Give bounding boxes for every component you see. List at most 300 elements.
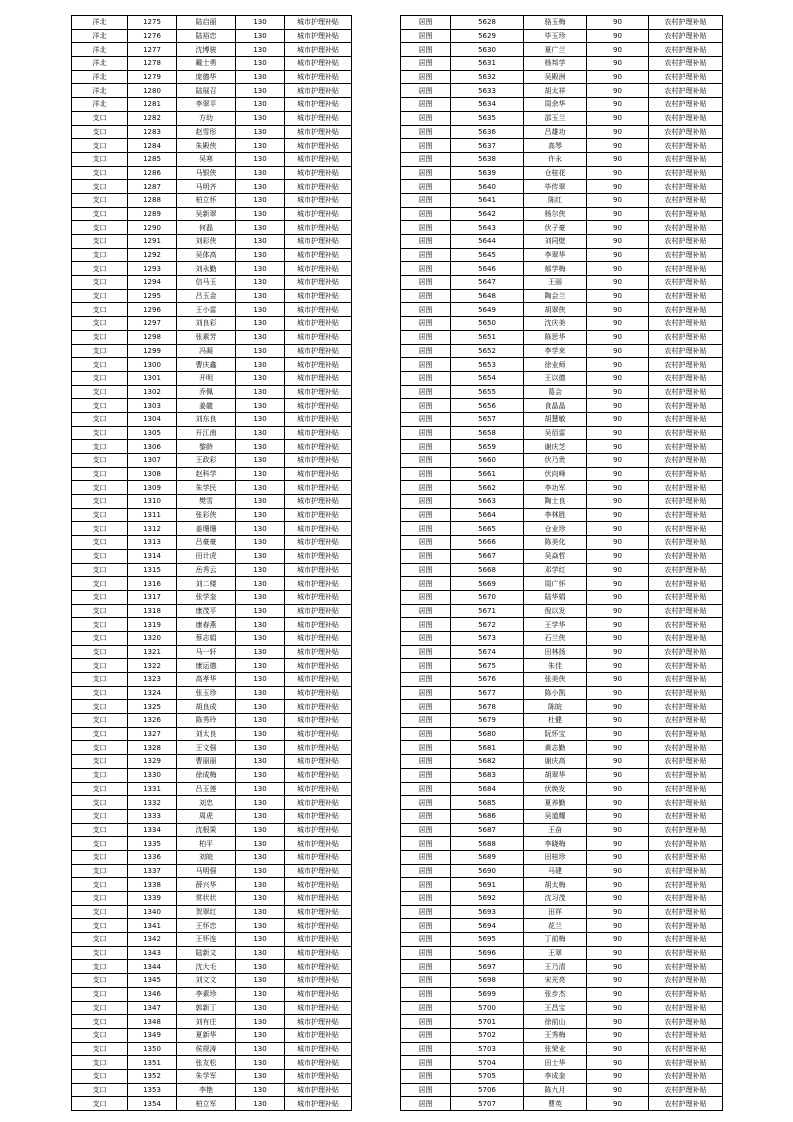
subsidy-type-cell: 农村护理补贴 [649, 371, 723, 385]
serial-number-cell: 5681 [451, 741, 524, 755]
serial-number-cell: 1331 [128, 782, 177, 796]
name-cell: 胡翠华 [524, 768, 587, 782]
serial-number-cell: 1297 [128, 317, 177, 331]
subsidy-type-cell: 农村护理补贴 [649, 70, 723, 84]
subsidy-type-cell: 农村护理补贴 [649, 878, 723, 892]
table-row [401, 98, 723, 112]
serial-number-cell: 5703 [451, 1042, 524, 1056]
name-cell: 伏向峰 [524, 467, 587, 481]
town-cell: 支口 [72, 330, 128, 344]
amount-cell: 90 [587, 960, 649, 974]
amount-cell: 90 [587, 508, 649, 522]
amount-cell: 90 [587, 1069, 649, 1083]
town-cell: 居图 [401, 276, 451, 290]
subsidy-type-cell: 城市护理补贴 [285, 536, 352, 550]
amount-cell: 130 [236, 399, 285, 413]
table-row [72, 221, 352, 235]
subsidy-type-cell: 农村护理补贴 [649, 549, 723, 563]
name-cell: 柏立怀 [177, 193, 236, 207]
table-row [401, 330, 723, 344]
subsidy-type-cell: 农村护理补贴 [649, 207, 723, 221]
town-cell: 居图 [401, 850, 451, 864]
name-cell: 田士华 [524, 1056, 587, 1070]
town-cell: 支口 [72, 371, 128, 385]
town-cell: 居图 [401, 262, 451, 276]
name-cell: 康运德 [177, 659, 236, 673]
name-cell: 张玉珍 [177, 686, 236, 700]
subsidy-type-cell: 城市护理补贴 [285, 960, 352, 974]
amount-cell: 130 [236, 536, 285, 550]
town-cell: 居图 [401, 673, 451, 687]
serial-number-cell: 5648 [451, 289, 524, 303]
subsidy-type-cell: 城市护理补贴 [285, 358, 352, 372]
serial-number-cell: 1311 [128, 508, 177, 522]
town-cell: 居图 [401, 700, 451, 714]
town-cell: 支口 [72, 440, 128, 454]
town-cell: 居图 [401, 221, 451, 235]
name-cell: 何磊 [177, 221, 236, 235]
amount-cell: 130 [236, 139, 285, 153]
town-cell: 居图 [401, 289, 451, 303]
table-row [401, 727, 723, 741]
town-cell: 支口 [72, 700, 128, 714]
subsidy-type-cell: 城市护理补贴 [285, 344, 352, 358]
amount-cell: 130 [236, 1056, 285, 1070]
table-row [72, 960, 352, 974]
amount-cell: 130 [236, 768, 285, 782]
serial-number-cell: 5667 [451, 549, 524, 563]
amount-cell: 130 [236, 878, 285, 892]
serial-number-cell: 1293 [128, 262, 177, 276]
name-cell: 柏立军 [177, 1097, 236, 1111]
table-row [401, 563, 723, 577]
name-cell: 王小雷 [177, 303, 236, 317]
name-cell: 吴殿洲 [524, 70, 587, 84]
serial-number-cell: 5685 [451, 796, 524, 810]
serial-number-cell: 1344 [128, 960, 177, 974]
subsidy-type-cell: 农村护理补贴 [649, 837, 723, 851]
table-row [401, 659, 723, 673]
name-cell: 张彩侠 [177, 508, 236, 522]
town-cell: 居图 [401, 1056, 451, 1070]
table-row [72, 248, 352, 262]
town-cell: 居图 [401, 16, 451, 30]
name-cell: 杜健 [524, 714, 587, 728]
table-row [401, 974, 723, 988]
name-cell: 杨尔侠 [524, 207, 587, 221]
town-cell: 居图 [401, 1042, 451, 1056]
table-row [401, 399, 723, 413]
amount-cell: 90 [587, 987, 649, 1001]
subsidy-type-cell: 城市护理补贴 [285, 796, 352, 810]
subsidy-type-cell: 农村护理补贴 [649, 1028, 723, 1042]
table-row [72, 330, 352, 344]
town-cell: 支口 [72, 960, 128, 974]
subsidy-type-cell: 城市护理补贴 [285, 563, 352, 577]
name-cell: 薛兴华 [177, 878, 236, 892]
name-cell: 食晶晶 [524, 399, 587, 413]
town-cell: 支口 [72, 673, 128, 687]
name-cell: 黄志勤 [524, 741, 587, 755]
table-row [72, 659, 352, 673]
table-row [72, 399, 352, 413]
serial-number-cell: 1346 [128, 987, 177, 1001]
table-row [72, 645, 352, 659]
name-cell: 陆新文 [177, 946, 236, 960]
town-cell: 居图 [401, 645, 451, 659]
subsidy-type-cell: 农村护理补贴 [649, 618, 723, 632]
subsidy-type-cell: 城市护理补贴 [285, 987, 352, 1001]
serial-number-cell: 1317 [128, 590, 177, 604]
serial-number-cell: 5700 [451, 1001, 524, 1015]
name-cell: 田桂珍 [524, 850, 587, 864]
table-row [401, 29, 723, 43]
serial-number-cell: 5636 [451, 125, 524, 139]
amount-cell: 90 [587, 946, 649, 960]
table-row [401, 426, 723, 440]
table-row [72, 686, 352, 700]
table-row [72, 522, 352, 536]
subsidy-type-cell: 农村护理补贴 [649, 577, 723, 591]
table-row [72, 946, 352, 960]
name-cell: 陆启丽 [177, 16, 236, 30]
amount-cell: 90 [587, 207, 649, 221]
subsidy-type-cell: 城市护理补贴 [285, 864, 352, 878]
name-cell: 邓学红 [524, 563, 587, 577]
town-cell: 居图 [401, 399, 451, 413]
table-row [401, 536, 723, 550]
subsidy-type-cell: 农村护理补贴 [649, 344, 723, 358]
table-row [401, 755, 723, 769]
name-cell: 刘皖 [177, 850, 236, 864]
serial-number-cell: 1318 [128, 604, 177, 618]
name-cell: 伏乃贵 [524, 454, 587, 468]
name-cell: 马明齐 [177, 180, 236, 194]
table-row [401, 618, 723, 632]
name-cell: 陈秀玲 [177, 714, 236, 728]
name-cell: 吕玉金 [177, 289, 236, 303]
serial-number-cell: 5631 [451, 57, 524, 71]
table-row [401, 714, 723, 728]
serial-number-cell: 1298 [128, 330, 177, 344]
name-cell: 徐业师 [524, 358, 587, 372]
name-cell: 刘同壁 [524, 235, 587, 249]
name-cell: 李学来 [524, 344, 587, 358]
amount-cell: 130 [236, 289, 285, 303]
table-row [401, 139, 723, 153]
town-cell: 支口 [72, 563, 128, 577]
amount-cell: 90 [587, 152, 649, 166]
subsidy-type-cell: 农村护理补贴 [649, 43, 723, 57]
amount-cell: 90 [587, 221, 649, 235]
name-cell: 骆玉梅 [524, 16, 587, 30]
name-cell: 陈皖 [524, 700, 587, 714]
table-row [72, 276, 352, 290]
amount-cell: 90 [587, 276, 649, 290]
name-cell: 吴焱哲 [524, 549, 587, 563]
table-row [401, 385, 723, 399]
table-row [72, 536, 352, 550]
subsidy-type-cell: 农村护理补贴 [649, 782, 723, 796]
serial-number-cell: 1352 [128, 1069, 177, 1083]
name-cell: 信马玉 [177, 276, 236, 290]
town-cell: 居图 [401, 604, 451, 618]
subsidy-type-cell: 城市护理补贴 [285, 495, 352, 509]
amount-cell: 130 [236, 303, 285, 317]
subsidy-type-cell: 农村护理补贴 [649, 426, 723, 440]
subsidy-type-cell: 城市护理补贴 [285, 467, 352, 481]
table-row [401, 412, 723, 426]
amount-cell: 130 [236, 495, 285, 509]
subsidy-type-cell: 农村护理补贴 [649, 809, 723, 823]
name-cell: 倪以发 [524, 604, 587, 618]
name-cell: 田计虎 [177, 549, 236, 563]
table-row [401, 180, 723, 194]
amount-cell: 90 [587, 1015, 649, 1029]
name-cell: 曹英 [524, 1097, 587, 1111]
name-cell: 王秀梅 [524, 1028, 587, 1042]
table-row [401, 1042, 723, 1056]
town-cell: 支口 [72, 139, 128, 153]
table-row [72, 974, 352, 988]
name-cell: 朱学民 [177, 481, 236, 495]
table-row [401, 262, 723, 276]
table-row [72, 481, 352, 495]
table-row [401, 933, 723, 947]
name-cell: 李晓梅 [524, 837, 587, 851]
name-cell: 邵玉兰 [524, 111, 587, 125]
serial-number-cell: 5702 [451, 1028, 524, 1042]
serial-number-cell: 1289 [128, 207, 177, 221]
amount-cell: 90 [587, 125, 649, 139]
amount-cell: 90 [587, 1056, 649, 1070]
table-row [72, 262, 352, 276]
table-row [401, 193, 723, 207]
serial-number-cell: 5666 [451, 536, 524, 550]
town-cell: 居图 [401, 782, 451, 796]
table-row [72, 440, 352, 454]
serial-number-cell: 1354 [128, 1097, 177, 1111]
name-cell: 樊雪 [177, 495, 236, 509]
table-row [401, 631, 723, 645]
subsidy-type-cell: 农村护理补贴 [649, 700, 723, 714]
amount-cell: 90 [587, 796, 649, 810]
name-cell: 王怀忠 [177, 919, 236, 933]
amount-cell: 130 [236, 1001, 285, 1015]
table-row [401, 837, 723, 851]
name-cell: 朱殿侠 [177, 139, 236, 153]
table-row [72, 207, 352, 221]
town-cell: 支口 [72, 1069, 128, 1083]
name-cell: 胡良成 [177, 700, 236, 714]
name-cell: 吴体高 [177, 248, 236, 262]
town-cell: 居图 [401, 563, 451, 577]
name-cell: 王丽 [524, 276, 587, 290]
serial-number-cell: 1292 [128, 248, 177, 262]
subsidy-type-cell: 城市护理补贴 [285, 631, 352, 645]
serial-number-cell: 1308 [128, 467, 177, 481]
name-cell: 胡太祥 [524, 84, 587, 98]
amount-cell: 130 [236, 221, 285, 235]
name-cell: 陆华娟 [524, 590, 587, 604]
town-cell: 居图 [401, 1069, 451, 1083]
serial-number-cell: 1323 [128, 673, 177, 687]
subsidy-type-cell: 农村护理补贴 [649, 1097, 723, 1111]
amount-cell: 130 [236, 577, 285, 591]
serial-number-cell: 5673 [451, 631, 524, 645]
table-row [401, 686, 723, 700]
serial-number-cell: 5658 [451, 426, 524, 440]
serial-number-cell: 1294 [128, 276, 177, 290]
amount-cell: 130 [236, 741, 285, 755]
name-cell: 李艳 [177, 1083, 236, 1097]
name-cell: 朱学军 [177, 1069, 236, 1083]
name-cell: 阮怀宝 [524, 727, 587, 741]
serial-number-cell: 1303 [128, 399, 177, 413]
amount-cell: 130 [236, 371, 285, 385]
table-row [72, 905, 352, 919]
subsidy-type-cell: 城市护理补贴 [285, 57, 352, 71]
amount-cell: 90 [587, 850, 649, 864]
amount-cell: 90 [587, 330, 649, 344]
town-cell: 居图 [401, 481, 451, 495]
name-cell: 吕雄功 [524, 125, 587, 139]
amount-cell: 130 [236, 987, 285, 1001]
amount-cell: 130 [236, 235, 285, 249]
serial-number-cell: 1348 [128, 1015, 177, 1029]
amount-cell: 130 [236, 549, 285, 563]
name-cell: 谢庆高 [524, 755, 587, 769]
name-cell: 周广怀 [524, 577, 587, 591]
name-cell: 陈红 [524, 193, 587, 207]
amount-cell: 130 [236, 180, 285, 194]
town-cell: 支口 [72, 645, 128, 659]
serial-number-cell: 5705 [451, 1069, 524, 1083]
amount-cell: 130 [236, 974, 285, 988]
name-cell: 沈习茂 [524, 892, 587, 906]
serial-number-cell: 5649 [451, 303, 524, 317]
town-cell: 居图 [401, 139, 451, 153]
subsidy-type-cell: 农村护理补贴 [649, 276, 723, 290]
subsidy-type-cell: 城市护理补贴 [285, 645, 352, 659]
serial-number-cell: 1329 [128, 755, 177, 769]
subsidy-type-cell: 农村护理补贴 [649, 221, 723, 235]
subsidy-type-cell: 农村护理补贴 [649, 604, 723, 618]
town-cell: 居图 [401, 180, 451, 194]
amount-cell: 90 [587, 933, 649, 947]
name-cell: 王奋 [524, 823, 587, 837]
table-row [401, 57, 723, 71]
town-cell: 支口 [72, 686, 128, 700]
subsidy-type-cell: 农村护理补贴 [649, 987, 723, 1001]
amount-cell: 130 [236, 590, 285, 604]
amount-cell: 130 [236, 426, 285, 440]
town-cell: 居图 [401, 70, 451, 84]
name-cell: 吕豪豪 [177, 536, 236, 550]
serial-number-cell: 5638 [451, 152, 524, 166]
name-cell: 吴佰雷 [524, 426, 587, 440]
amount-cell: 130 [236, 631, 285, 645]
subsidy-type-cell: 农村护理补贴 [649, 1015, 723, 1029]
name-cell: 毕玉珍 [524, 29, 587, 43]
town-cell: 支口 [72, 905, 128, 919]
name-cell: 丁前梅 [524, 933, 587, 947]
serial-number-cell: 1275 [128, 16, 177, 30]
town-cell: 支口 [72, 1028, 128, 1042]
town-cell: 居图 [401, 741, 451, 755]
subsidy-type-cell: 农村护理补贴 [649, 590, 723, 604]
subsidy-type-cell: 城市护理补贴 [285, 412, 352, 426]
amount-cell: 90 [587, 193, 649, 207]
name-cell: 仓桂花 [524, 166, 587, 180]
town-cell: 居图 [401, 193, 451, 207]
subsidy-type-cell: 农村护理补贴 [649, 111, 723, 125]
amount-cell: 130 [236, 714, 285, 728]
name-cell: 毕传翠 [524, 180, 587, 194]
name-cell: 高孝华 [177, 673, 236, 687]
subsidy-type-cell: 城市护理补贴 [285, 933, 352, 947]
serial-number-cell: 5693 [451, 905, 524, 919]
subsidy-type-cell: 农村护理补贴 [649, 440, 723, 454]
town-cell: 居图 [401, 618, 451, 632]
serial-number-cell: 5697 [451, 960, 524, 974]
serial-number-cell: 1316 [128, 577, 177, 591]
town-cell: 支口 [72, 193, 128, 207]
table-row [72, 1056, 352, 1070]
amount-cell: 130 [236, 43, 285, 57]
table-row [72, 43, 352, 57]
name-cell: 花兰 [524, 919, 587, 933]
name-cell: 王政彩 [177, 454, 236, 468]
town-cell: 居图 [401, 166, 451, 180]
subsidy-type-cell: 农村护理补贴 [649, 262, 723, 276]
serial-number-cell: 1335 [128, 837, 177, 851]
subsidy-type-cell: 农村护理补贴 [649, 235, 723, 249]
subsidy-type-cell: 农村护理补贴 [649, 152, 723, 166]
subsidy-type-cell: 城市护理补贴 [285, 454, 352, 468]
serial-number-cell: 5637 [451, 139, 524, 153]
town-cell: 支口 [72, 536, 128, 550]
town-cell: 支口 [72, 796, 128, 810]
table-row [72, 549, 352, 563]
subsidy-type-cell: 城市护理补贴 [285, 152, 352, 166]
town-cell: 支口 [72, 590, 128, 604]
subsidy-type-cell: 农村护理补贴 [649, 139, 723, 153]
table-row [401, 946, 723, 960]
serial-number-cell: 1353 [128, 1083, 177, 1097]
town-cell: 居图 [401, 809, 451, 823]
name-cell: 刘有庄 [177, 1015, 236, 1029]
subsidy-type-cell: 城市护理补贴 [285, 330, 352, 344]
serial-number-cell: 5691 [451, 878, 524, 892]
town-cell: 居图 [401, 1028, 451, 1042]
table-row [401, 796, 723, 810]
name-cell: 陶会兰 [524, 289, 587, 303]
subsidy-type-cell: 城市护理补贴 [285, 276, 352, 290]
name-cell: 常状状 [177, 892, 236, 906]
town-cell: 支口 [72, 577, 128, 591]
amount-cell: 90 [587, 755, 649, 769]
amount-cell: 130 [236, 344, 285, 358]
name-cell: 田林扬 [524, 645, 587, 659]
town-cell: 支口 [72, 467, 128, 481]
town-cell: 支口 [72, 522, 128, 536]
town-cell: 支口 [72, 878, 128, 892]
town-cell: 支口 [72, 495, 128, 509]
town-cell: 支口 [72, 974, 128, 988]
amount-cell: 90 [587, 1001, 649, 1015]
amount-cell: 130 [236, 837, 285, 851]
